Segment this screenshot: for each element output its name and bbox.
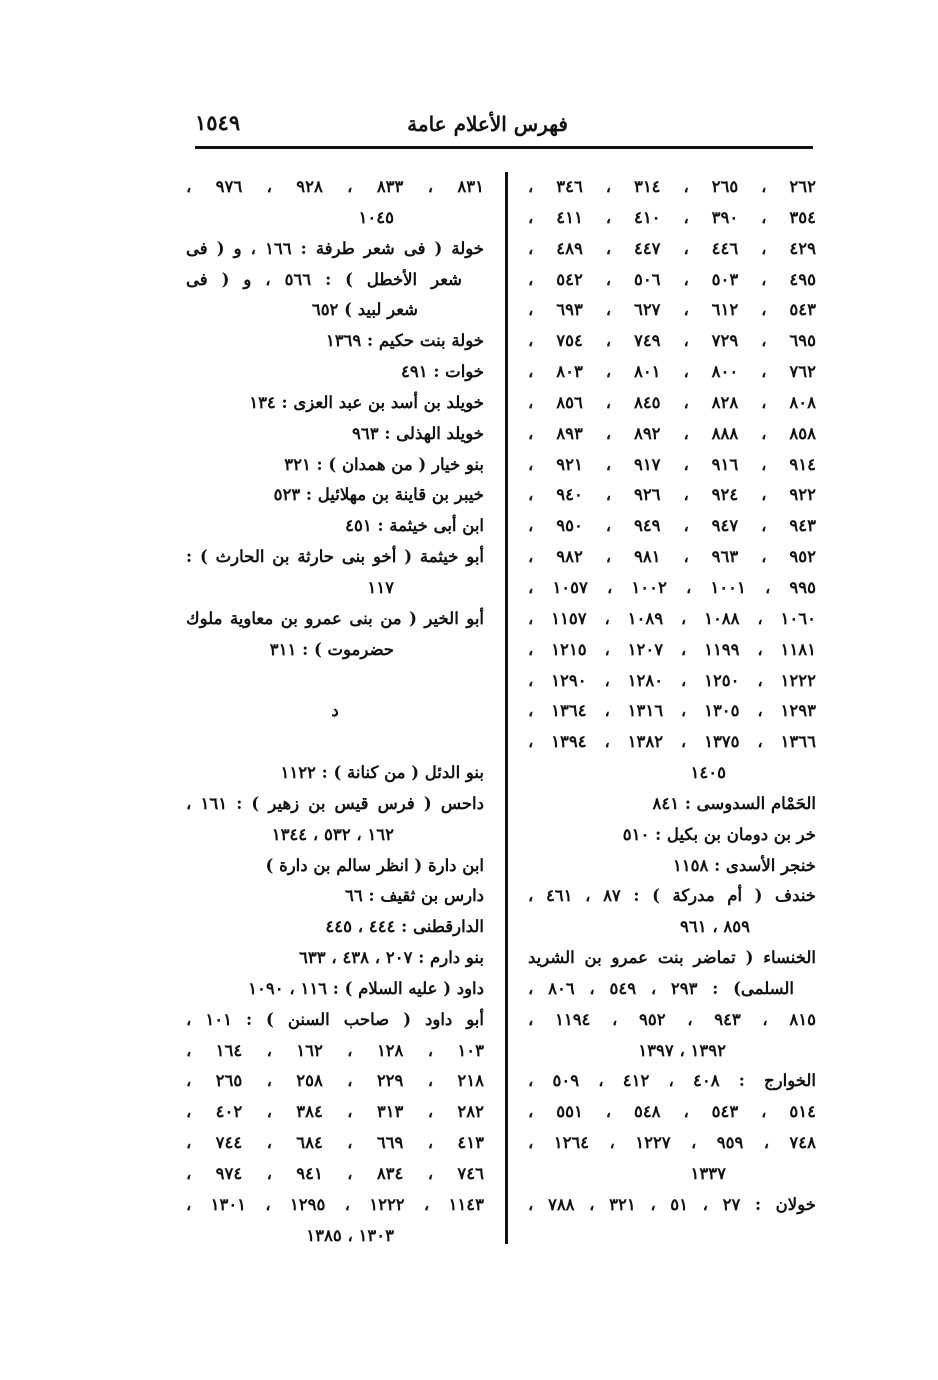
index-line: ابن دارة ( انظر سالم بن دارة ) xyxy=(265,855,484,875)
index-line: ١٦٢ ، ٥٣٢ ، ١٣٤٤ xyxy=(271,824,394,844)
index-line: داحس ( فرس قيس بن زهير ) : ١٦١ ، xyxy=(186,793,484,813)
index-line: ٧٤٦ ، ٨٣٤ ، ٩٤١ ، ٩٧٤ ، xyxy=(186,1164,484,1183)
index-line: ١٣٦٦ ، ١٣٧٥ ، ١٣٨٢ ، ١٣٩٤ ، xyxy=(528,732,816,752)
index-line: ٤٢٩ ، ٤٤٦ ، ٤٤٧ ، ٤٨٩ ، xyxy=(528,238,816,258)
index-line: ٨٥٩ ، ٩٦١ xyxy=(679,917,750,937)
column-divider xyxy=(505,172,508,1244)
index-line: ٨٠٨ ، ٨٢٨ ، ٨٤٥ ، ٨٥٦ ، xyxy=(528,392,816,412)
index-line: حضرموت ) : ٣١١ xyxy=(269,639,394,659)
index-line: ٩١٤ ، ٩١٦ ، ٩١٧ ، ٩٢١ ، xyxy=(528,454,816,474)
index-line: الدارقطنى : ٤٤٤ ، ٤٤٥ xyxy=(325,917,484,937)
index-line: ٤١٣ ، ٦٦٩ ، ٦٨٤ ، ٧٤٤ ، xyxy=(186,1133,484,1153)
index-line: بنو خيار ( من همدان ) : ٣٢١ xyxy=(284,454,484,474)
left-column xyxy=(186,172,484,1252)
index-line: شعر الأخطل ) : ٥٦٦ ، و ( فى xyxy=(186,269,462,289)
index-line: ٢١٨ ، ٢٢٩ ، ٢٥٨ ، ٢٦٥ ، xyxy=(186,1071,484,1091)
index-line: خولة ( فى شعر طرفة : ١٦٦ ، و ( فى xyxy=(186,238,484,258)
index-line: السلمى) : ٢٩٣ ، ٥٤٩ ، ٨٠٦ ، xyxy=(528,978,794,998)
index-line: خنجر الأسدى : ١١٥٨ xyxy=(672,855,816,875)
index-line: ١٤٠٥ xyxy=(690,763,726,783)
index-line: ١١٨١ ، ١١٩٩ ، ١٢٠٧ ، ١٢١٥ ، xyxy=(528,639,816,659)
index-line: ١٢٢٢ ، ١٢٥٠ ، ١٢٨٠ ، ١٢٩٠ ، xyxy=(528,670,816,690)
index-line: أبو داود ( صاحب السنن ) : ١٠١ ، xyxy=(186,1009,484,1029)
index-line: ٥٤٣ ، ٦١٢ ، ٦٢٧ ، ٦٩٣ ، xyxy=(528,300,816,320)
index-line: ٤٩٥ ، ٥٠٣ ، ٥٠٦ ، ٥٤٢ ، xyxy=(528,269,816,289)
index-line: داود ( عليه السلام ) : ١١٦ ، ١٠٩٠ xyxy=(248,978,484,998)
index-line: ٢٨٢ ، ٣١٣ ، ٣٨٤ ، ٤٠٢ ، xyxy=(186,1102,484,1122)
page-number: ١٥٤٩ xyxy=(195,110,241,135)
running-head xyxy=(195,108,813,144)
index-line: ١٠٦٠ ، ١٠٨٨ ، ١٠٨٩ ، ١١٥٧ ، xyxy=(528,608,816,628)
index-line: شعر لبيد ) ٦٥٢ xyxy=(311,300,418,320)
index-line: ١٠٣ ، ١٢٨ ، ١٦٢ ، ١٦٤ ، xyxy=(186,1040,484,1060)
index-line: ٩٥٢ ، ٩٦٣ ، ٩٨١ ، ٩٨٢ ، xyxy=(528,547,816,567)
index-line: خوات : ٤٩١ xyxy=(400,362,484,382)
index-line: خولان : ٢٧ ، ٥١ ، ٣٢١ ، ٧٨٨ ، xyxy=(528,1194,816,1214)
index-line: دارس بن ثقيف : ٦٦ xyxy=(345,886,484,906)
index-line: ابن أبى خيثمة : ٤٥١ xyxy=(345,516,484,536)
index-line: الحَمْام السدوسى : ٨٤١ xyxy=(652,793,816,813)
index-line: ٨٣١ ، ٨٣٣ ، ٩٢٨ ، ٩٧٦ ، xyxy=(186,177,484,196)
index-line: خولة بنت حكيم : ١٣٦٩ xyxy=(325,331,484,351)
index-line: الخنساء ( تماضر بنت عمرو بن الشريد xyxy=(528,948,816,968)
index-line: د xyxy=(331,701,339,721)
index-line: ٣٥٤ ، ٣٩٠ ، ٤١٠ ، ٤١١ ، xyxy=(528,207,816,227)
index-line: خيبر بن قاينة بن مهلائيل : ٥٢٣ xyxy=(273,485,484,505)
header-rule xyxy=(195,146,813,149)
index-line: بنو دارم : ٢٠٧ ، ٤٣٨ ، ٦٣٣ xyxy=(299,948,484,968)
index-line: ١١٧ xyxy=(367,577,394,597)
index-line: أبو الخير ( من بنى عمرو بن معاوية ملوك xyxy=(186,608,484,628)
index-line: ٩٩٥ ، ١٠٠١ ، ١٠٠٢ ، ١٠٥٧ ، xyxy=(528,577,816,597)
index-line: ١٣٣٧ xyxy=(690,1164,726,1183)
index-line: ٩٢٢ ، ٩٢٤ ، ٩٢٦ ، ٩٤٠ ، xyxy=(528,485,816,505)
index-line: ٨٥٨ ، ٨٨٨ ، ٨٩٢ ، ٨٩٣ ، xyxy=(528,423,816,443)
index-line: ٧٤٨ ، ٩٥٩ ، ١٢٢٧ ، ١٢٦٤ ، xyxy=(528,1133,816,1153)
index-line: ٥١٤ ، ٥٤٣ ، ٥٤٨ ، ٥٥١ ، xyxy=(528,1102,816,1122)
index-line: ١٣٩٢ ، ١٣٩٧ xyxy=(638,1040,726,1060)
index-line xyxy=(186,666,484,697)
index-line: خر بن دومان بن بكيل : ٥١٠ xyxy=(622,824,816,844)
index-line: الخوارج : ٤٠٨ ، ٤١٢ ، ٥٠٩ ، xyxy=(528,1071,816,1091)
index-line: ١٢٩٣ ، ١٣٠٥ ، ١٣١٦ ، ١٣٦٤ ، xyxy=(528,701,816,721)
index-line: أبو خيثمة ( أخو بنى حارثة بن الحارث ) : xyxy=(186,547,484,567)
index-line: ١٠٤٥ xyxy=(358,207,394,227)
right-column xyxy=(528,172,816,1221)
index-line: ٨١٥ ، ٩٤٣ ، ٩٥٢ ، ١١٩٤ ، xyxy=(528,1009,816,1029)
index-line: ٩٤٣ ، ٩٤٧ ، ٩٤٩ ، ٩٥٠ ، xyxy=(528,516,816,536)
index-line: بنو الدئل ( من كنانة ) : ١١٢٢ xyxy=(280,763,484,783)
index-line: ١١٤٣ ، ١٢٢٢ ، ١٢٩٥ ، ١٣٠١ ، xyxy=(186,1194,484,1214)
index-line: ٦٩٥ ، ٧٢٩ ، ٧٤٩ ، ٧٥٤ ، xyxy=(528,331,816,351)
index-line: خندف ( أم مدركة ) : ٨٧ ، ٤٦١ ، xyxy=(528,886,816,906)
index-line: ٧٦٢ ، ٨٠٠ ، ٨٠١ ، ٨٠٣ ، xyxy=(528,362,816,382)
index-line: ٢٦٢ ، ٢٦٥ ، ٣١٤ ، ٣٤٦ ، xyxy=(528,177,816,196)
page-title: فهرس الأعلام عامة xyxy=(407,112,568,136)
index-line: ١٣٠٣ ، ١٣٨٥ xyxy=(306,1225,394,1245)
index-line xyxy=(186,727,484,758)
index-line: خويلد بن أسد بن عبد العزى : ١٣٤ xyxy=(249,392,484,412)
index-line: خويلد الهذلى : ٩٦٣ xyxy=(351,423,484,443)
